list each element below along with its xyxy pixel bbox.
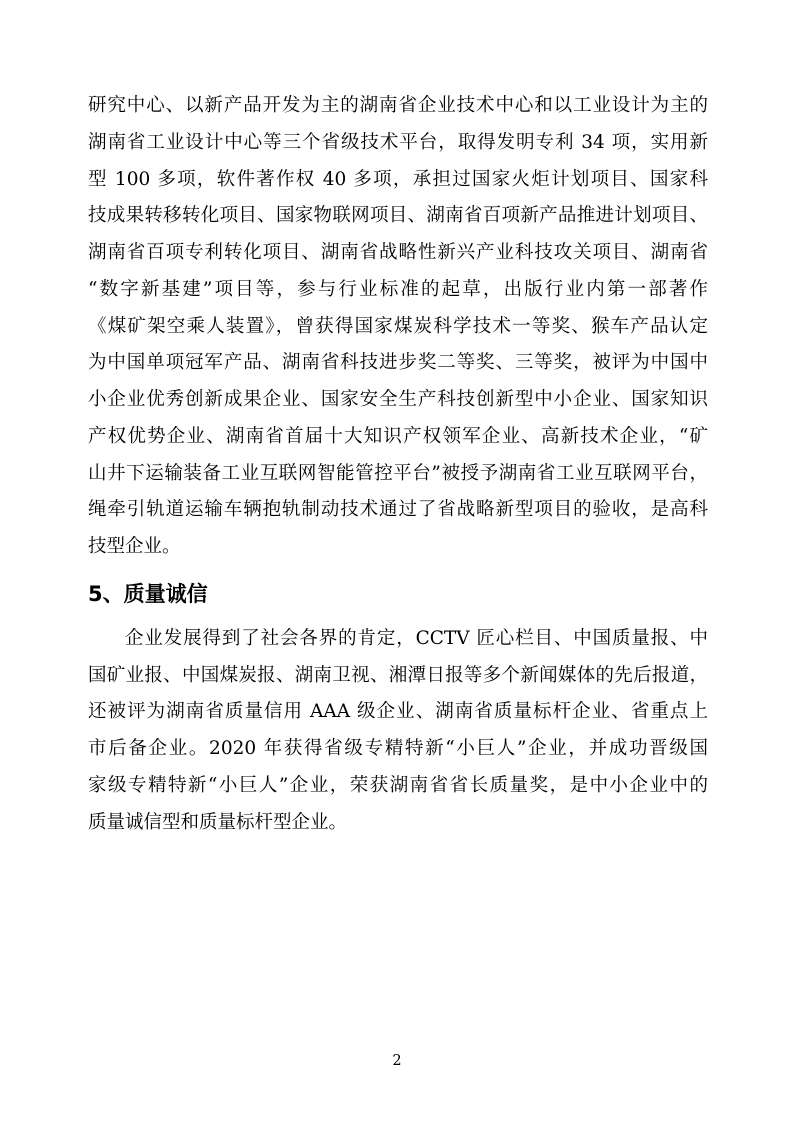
body-line: 小企业优秀创新成果企业、国家安全生产科技创新型中小企业、国家知识: [88, 389, 708, 410]
body-line: 技成果转移转化项目、国家物联网项目、湖南省百项新产品推进计划项目、: [88, 205, 708, 227]
body-line: 产权优势企业、湖南省首届十大知识产权领军企业、高新技术企业，“矿: [88, 425, 708, 447]
body-line: 市后备企业。2020 年获得省级专精特新“小巨人”企业，并成功晋级国: [88, 738, 708, 759]
body-line: 《煤矿架空乘人装置》，曾获得国家煤炭科学技术一等奖、猴车产品认定: [88, 315, 708, 337]
paragraph-continuation: [88, 88, 708, 566]
page-number: 2: [392, 1053, 402, 1069]
body-line: 国矿业报、中国煤炭报、湖南卫视、湘潭日报等多个新闻媒体的先后报道，: [88, 664, 708, 686]
body-line: 企业发展得到了社会各界的肯定，CCTV 匠心栏目、中国质量报、中: [125, 627, 708, 649]
paragraph-quality: [88, 621, 708, 842]
body-line: 湖南省工业设计中心等三个省级技术平台，取得发明专利 34 项，实用新: [88, 131, 708, 153]
body-line: 绳牵引轨道运输车辆抱轨制动技术通过了省战略新型项目的验收，是高科: [88, 499, 708, 521]
body-line: 技型企业。: [88, 536, 181, 557]
body-line: 还被评为湖南省质量信用 AAA 级企业、湖南省质量标杆企业、省重点上: [88, 701, 708, 723]
body-line: 湖南省百项专利转化项目、湖南省战略性新兴产业科技攻关项目、湖南省: [88, 242, 708, 263]
section-heading: 5、质量诚信: [88, 581, 208, 606]
body-line: 质量诚信型和质量标杆型企业。: [88, 811, 348, 833]
body-line: 家级专精特新“小巨人”企业，荣获湖南省省长质量奖，是中小企业中的: [88, 774, 708, 796]
body-line: 型 100 多项，软件著作权 40 多项，承担过国家火炬计划项目、国家科: [88, 168, 708, 190]
body-line: 山井下运输装备工业互联网智能管控平台”被授予湖南省工业互联网平台，: [88, 462, 708, 484]
document-content: [88, 88, 708, 841]
body-line: 为中国单项冠军产品、湖南省科技进步奖二等奖、三等奖，被评为中国中: [88, 352, 708, 374]
body-line: “数字新基建”项目等，参与行业标准的起草，出版行业内第一部著作: [88, 278, 708, 300]
body-line: 研究中心、以新产品开发为主的湖南省企业技术中心和以工业设计为主的: [88, 95, 708, 116]
